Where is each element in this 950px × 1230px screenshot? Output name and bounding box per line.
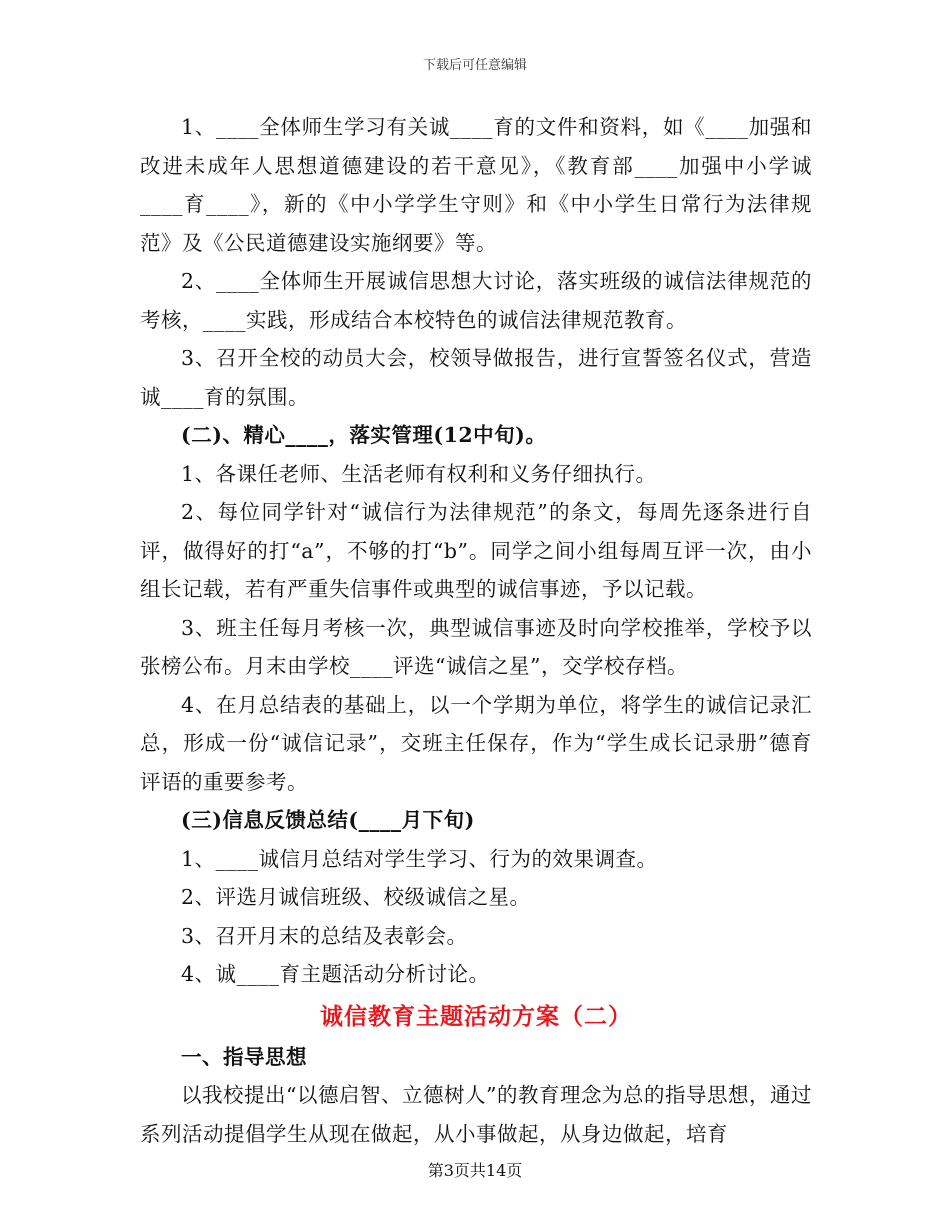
paragraph-9: 2、评选月诚信班级、校级诚信之星。 <box>181 885 531 909</box>
subheading-2: (二)、精心____，落实管理(12中旬)。 <box>181 423 547 447</box>
document-body <box>140 108 812 1153</box>
page-number: 第3页共14页 <box>427 1161 523 1180</box>
paragraph-5: 2、每位同学针对“诚信行为法律规范”的条文，每周先逐条进行自评，做得好的打“a”，不够的打“b”。同学之间小组每周互评一次，由小组长记载，若有严重失信事件或典型的诚信事迹，予以记载。 <box>140 500 812 601</box>
paragraph-3: 3、召开全校的动员大会，校领导做报告，进行宣誓签名仪式，营造诚____育的氛围。 <box>140 346 812 409</box>
section-title: 诚信教育主题活动方案（二） <box>320 1002 632 1030</box>
paragraph-8: 1、____诚信月总结对学生学习、行为的效果调查。 <box>181 846 658 871</box>
header-note: 下载后可任意编辑 <box>422 58 527 73</box>
section-body: 以我校提出“以德启智、立德树人”的教育理念为总的指导思想，通过系列活动提倡学生从现在做起，从小事做起，从身边做起，培育 <box>140 1083 812 1146</box>
section-heading: 一、指导思想 <box>181 1044 307 1069</box>
paragraph-4: 1、各课任老师、生活老师有权利和义务仔细执行。 <box>181 461 657 486</box>
paragraph-10: 3、召开月末的总结及表彰会。 <box>181 923 468 948</box>
paragraph-11: 4、诚____育主题活动分析讨论。 <box>181 962 490 986</box>
paragraph-1: 1、____全体师生学习有关诚____育的文件和资料，如《____加强和改进未成年人思想道德建设的若干意见》，《教育部____加强中小学诚____育____》，新的《中小学学生守则》和《中小学生日常行为法律规范》及《公民道德建设实施纲要》等。 <box>140 115 812 255</box>
paragraph-7: 4、在月总结表的基础上，以一个学期为单位，将学生的诚信记录汇总，形成一份“诚信记录”，交班主任保存，作为“学生成长记录册”德育评语的重要参考。 <box>140 692 812 794</box>
paragraph-2: 2、____全体师生开展诚信思想大讨论，落实班级的诚信法律规范的考核，____实践，形成结合本校特色的诚信法律规范教育。 <box>140 269 812 332</box>
paragraph-6: 3、班主任每月考核一次，典型诚信事迹及时向学校推举，学校予以张榜公布。月末由学校____评选“诚信之星”，交学校存档。 <box>140 615 812 678</box>
subheading-3: (三)信息反馈总结(____月下旬) <box>181 808 475 832</box>
